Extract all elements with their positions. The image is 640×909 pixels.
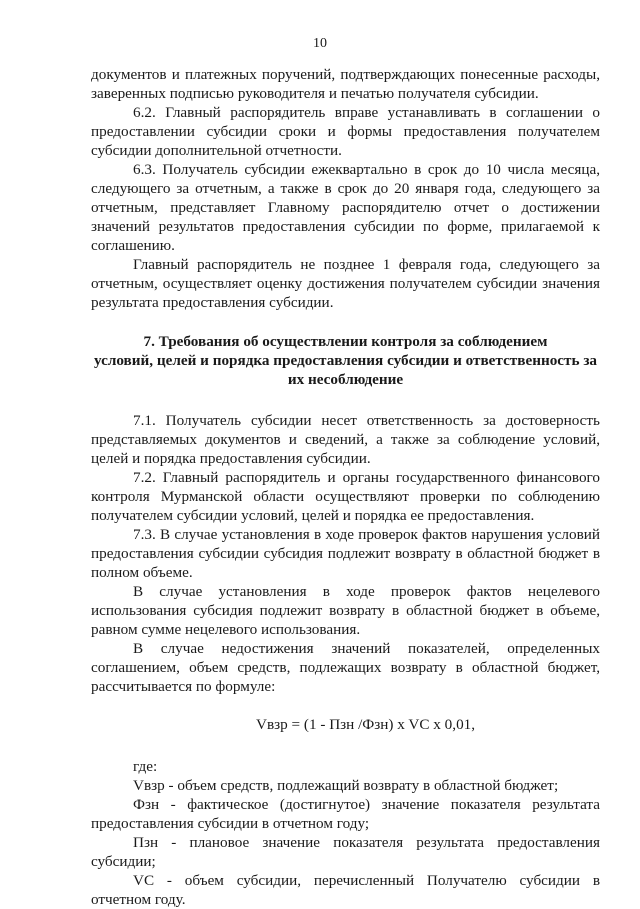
section-heading-line: условий, целей и порядка предоставления субсидии и ответственность за	[93, 352, 598, 369]
document-body	[91, 65, 600, 909]
paragraph-misuse: В случае установления в ходе проверок фактов нецелевого использования субсидия подлежит возврату в областной бюджет в объеме, равном сумме нецелевого использования.	[91, 583, 600, 638]
section-heading-line: их несоблюдение	[287, 371, 404, 388]
definition-vc: VC - объем субсидии, перечисленный Получателю субсидии в отчетном году.	[91, 872, 600, 908]
section-heading-line: 7. Требования об осуществлении контроля за соблюдением	[143, 333, 548, 350]
refund-formula: Vвзр = (1 - Пзн /Фзн) x VC x 0,01,	[256, 716, 476, 733]
section-7-heading	[91, 332, 600, 389]
page-number: 10	[313, 36, 327, 51]
definition-vvzr: Vвзр - объем средств, подлежащий возврату в областной бюджет;	[133, 777, 559, 794]
paragraph-non-achievement: В случае недостижения значений показателей, определенных соглашением, объем средств, подлежащих возврату в областной бюджет, рассчитывается по формуле:	[91, 640, 600, 695]
definition-pzn: Пзн - плановое значение показателя результата предоставления субсидии;	[91, 834, 600, 870]
paragraph-7-3: 7.3. В случае установления в ходе проверок фактов нарушения условий предоставления субсидии субсидия подлежит возврату в областной бюджет в полном объеме.	[91, 526, 600, 581]
paragraph-6-3: 6.3. Получатель субсидии ежеквартально в срок до 10 числа месяца, следующего за отчетным, а также в срок до 20 января года, следующего за отчетным, представляет Главному распорядителю отчет о достижении значений результатов предоставления субсидии по форме, прилагаемой к соглашению.	[91, 161, 600, 254]
paragraph-evaluation: Главный распорядитель не позднее 1 февраля года, следующего за отчетным, осуществляет оценку достижения получателем субсидии значения результата предоставления субсидии.	[91, 256, 600, 311]
where-label: где:	[133, 758, 158, 775]
definition-fzn: Фзн - фактическое (достигнутое) значение показателя результата предоставления субсидии в отчетном году;	[91, 796, 600, 832]
paragraph-7-2: 7.2. Главный распорядитель и органы государственного финансового контроля Мурманской области осуществляют проверки по соблюдению получателем субсидии условий, целей и порядка ее предоставления.	[91, 469, 600, 524]
paragraph-6-2: 6.2. Главный распорядитель вправе устанавливать в соглашении о предоставлении субсидии сроки и формы предоставления получателем субсидии дополнительной отчетности.	[91, 104, 600, 159]
paragraph-7-1: 7.1. Получатель субсидии несет ответственность за достоверность представляемых документов и сведений, а также за соблюдение условий, целей и порядка предоставления субсидии.	[91, 412, 600, 467]
paragraph-continuation: документов и платежных поручений, подтверждающих понесенные расходы, заверенных подписью руководителя и печатью получателя субсидии.	[91, 66, 600, 102]
